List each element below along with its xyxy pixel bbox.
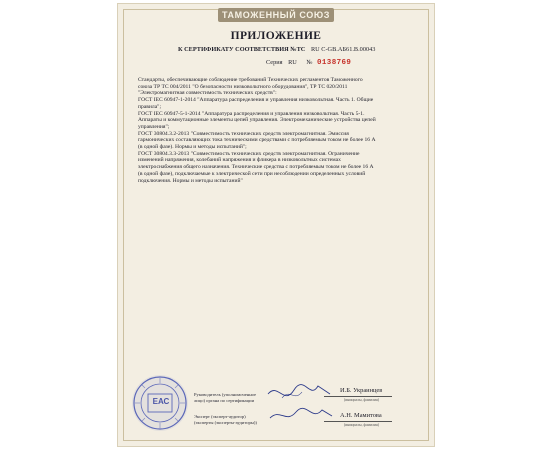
- text-line: правила";: [138, 103, 162, 110]
- role-label-line: (эксперты (эксперты-аудиторы)): [194, 419, 257, 425]
- text-line: гармонических составляющих тока техническими средствами с потребляемым током не более 16 А: [138, 137, 376, 144]
- signature-caption: (инициалы, фамилия): [344, 423, 380, 427]
- standards-text: [138, 77, 420, 184]
- text-line: изменений напряжения, колебаний напряжения и фликера в низковольтных системах: [138, 157, 341, 164]
- text-line: ГОСТ IEC 60947-1-2014 "Аппаратура распределения и управления низковольтная. Часть 1. Общие: [138, 97, 374, 104]
- text-line: электроснабжения общего назначения. Технические средства с потребляемым током не более 16 А: [138, 164, 374, 171]
- text-line: ГОСТ 30804.3.3-2013 "Совместимость технических средств электромагнитная. Ограничение: [138, 150, 360, 157]
- signature-underline: [324, 396, 392, 397]
- text-line: Стандарты, обеспечивающие соблюдение требований Технических регламентов Таможенного: [138, 77, 363, 83]
- signature-role-labels: [194, 392, 294, 426]
- seal-emblem: ЕАС: [152, 397, 170, 406]
- series-label: Серия: [266, 59, 283, 66]
- series-value: RU: [288, 59, 297, 66]
- certificate-reference: [178, 46, 375, 53]
- expert-signatory-name: А.Н. Мамитова: [340, 412, 382, 419]
- role-label-line: лицо) органа по сертификации: [194, 397, 255, 403]
- text-line: управления";: [138, 123, 170, 130]
- text-line: ГОСТ 30804.3.2-2013 "Совместимость технических средств электромагнитная. Эмиссия: [138, 130, 349, 137]
- text-line: (в одной фазе), подключаемые к электрической сети при несоблюдении определенных условий: [138, 170, 366, 177]
- signature-caption: (инициалы, фамилия): [344, 398, 380, 402]
- role-label-line: Эксперт (эксперт-аудитор): [194, 414, 246, 420]
- certificate-label: К СЕРТИФИКАТУ СООТВЕТСТВИЯ №ТС: [178, 46, 306, 53]
- role-label-line: Руководитель (уполномоченное: [194, 392, 257, 397]
- number-label: №: [306, 59, 313, 66]
- text-line: "Электромагнитная совместимость технических средств":: [138, 90, 277, 97]
- text-line: подключения. Нормы и методы испытаний": [138, 177, 243, 184]
- text-line: ГОСТ IEC 60947-5-1-2014 "Аппаратура распределения и управления низковольтная. Часть 5-1.: [138, 110, 365, 117]
- serial-number: 0138769: [317, 59, 352, 67]
- text-line: союза ТР ТС 004/2011 "О безопасности низковольтного оборудования", ТР ТС 020/2011: [138, 83, 348, 90]
- text-line: Аппараты и коммутационные элементы цепей управления. Электромеханические устройства цепей: [138, 117, 376, 124]
- customs-union-banner: ТАМОЖЕННЫЙ СОЮЗ: [218, 8, 334, 22]
- certificate-sheet: [117, 3, 435, 447]
- page-title: ПРИЛОЖЕНИЕ: [230, 30, 322, 42]
- signature-underline: [324, 421, 392, 422]
- certificate-number: RU C-GB.АБ61.В.00043: [310, 46, 376, 53]
- head-signatory-name: И.Б. Украинцев: [340, 387, 383, 394]
- text-line: (в одной фазе). Нормы и методы испытаний";: [138, 144, 247, 151]
- series-line: [266, 59, 351, 67]
